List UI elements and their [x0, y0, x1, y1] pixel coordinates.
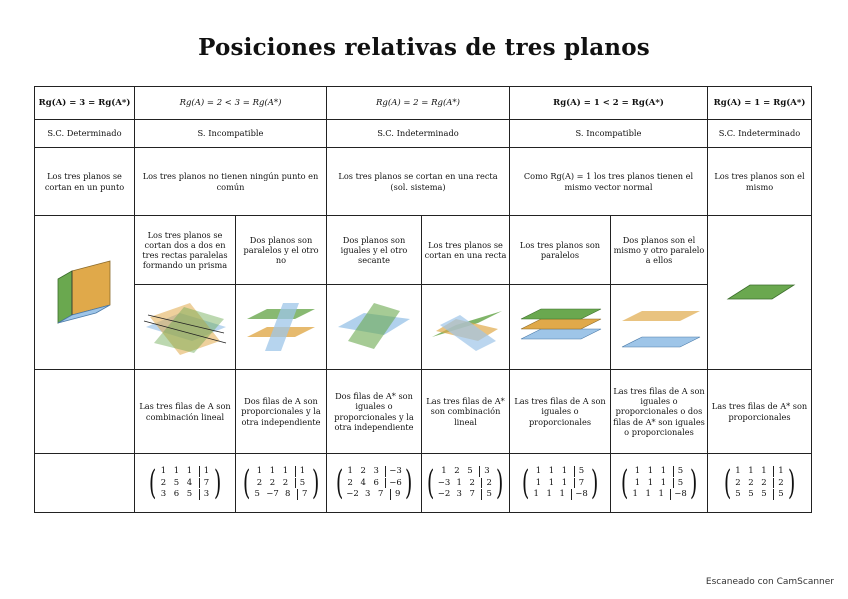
- subcase: Dos planos son el mismo y otro paralelo a ellos: [611, 216, 708, 285]
- condition: Las tres filas de A son iguales o proporcionales o dos filas de A* son iguales o proporcionales: [611, 370, 708, 454]
- matrix-entry: 1: [548, 466, 555, 477]
- matrix-entry: 8: [285, 489, 291, 500]
- rank-header: Rg(A) = 1 < 2 = Rg(A*): [510, 87, 708, 120]
- matrix-row: [532, 489, 588, 500]
- matrix-entry: 7: [469, 489, 475, 500]
- subcase: Los tres planos se cortan en una recta: [422, 216, 510, 285]
- condition: Dos filas de A* son iguales o proporcionales y la otra independiente: [327, 370, 422, 454]
- condition: Las tres filas de A son combinación lineal: [135, 370, 236, 454]
- matrix-entry: 3: [373, 466, 379, 477]
- matrix-entry: 2: [256, 477, 263, 488]
- matrix-entry: 1: [735, 466, 741, 477]
- matrix-row: [532, 478, 588, 489]
- matrix-entry: 2: [735, 477, 741, 488]
- line-intersection-illustration: [422, 285, 510, 370]
- matrix-row: [631, 489, 687, 500]
- matrix-row: [438, 466, 494, 477]
- matrix-entry: 1: [559, 489, 565, 500]
- matrix-entry: 5: [735, 489, 741, 500]
- matrix-entry: −2: [437, 489, 451, 500]
- case-description: Los tres planos no tienen ningún punto en común: [135, 148, 327, 216]
- matrix-entry: 9: [390, 489, 402, 500]
- augmented-matrix: ( 1 1 1 5 1 1 1 7 1 1 1 −8 ): [521, 463, 599, 503]
- matrix-entry: 1: [660, 477, 667, 488]
- matrix-entry: 1: [634, 466, 641, 477]
- matrix-cell: [510, 454, 611, 513]
- matrix-entry: 1: [632, 489, 638, 500]
- condition: Las tres filas de A son iguales o proporcionales: [510, 370, 611, 454]
- case-description: Como Rg(A) = 1 los tres planos tienen el mismo vector normal: [510, 148, 708, 216]
- matrix-entry: 1: [748, 466, 754, 477]
- prism-illustration: [135, 285, 236, 370]
- matrix-row: [734, 478, 785, 489]
- matrix-cell: [611, 454, 708, 513]
- matrix-entry: 1: [546, 489, 552, 500]
- matrix-entry: 1: [645, 489, 651, 500]
- matrix-entry: 1: [456, 477, 462, 488]
- matrix-entry: 1: [199, 466, 211, 477]
- matrix-entry: 1: [533, 489, 539, 500]
- case-description: Los tres planos se cortan en un punto: [35, 148, 135, 216]
- matrix-entry: −8: [670, 489, 687, 500]
- matrix-entry: 1: [761, 466, 767, 477]
- matrix-row: [253, 478, 309, 489]
- subcase: Dos planos son paralelos y el otro no: [236, 216, 327, 285]
- subcase: Los tres planos son paralelos: [510, 216, 611, 285]
- matrix-entry: 7: [297, 489, 309, 500]
- page-title: Posiciones relativas de tres planos: [198, 34, 650, 61]
- matrix-entry: 1: [535, 466, 542, 477]
- matrix-entry: 1: [160, 466, 167, 477]
- matrix-entry: 1: [173, 466, 180, 477]
- matrix-row: [438, 478, 494, 489]
- matrix-row: [160, 466, 211, 477]
- matrix-entry: 1: [548, 477, 555, 488]
- scanner-watermark: Escaneado con CamScanner: [705, 577, 834, 587]
- matrix-row: [160, 489, 211, 500]
- matrix-cell: [422, 454, 510, 513]
- subcase: Dos planos son iguales y el otro secante: [327, 216, 422, 285]
- matrix-entry: 1: [773, 466, 785, 477]
- condition: Dos filas de A son proporcionales y la otra independiente: [236, 370, 327, 454]
- matrix-entry: −7: [266, 489, 279, 500]
- matrix-entry: 7: [574, 478, 586, 489]
- matrix-entry: 6: [373, 477, 379, 488]
- augmented-matrix: ( 1 1 1 1 2 2 2 5 5 −7 8 7 ): [242, 463, 320, 503]
- matrix-row: [438, 489, 494, 500]
- condition: Las tres filas de A* son proporcionales: [708, 370, 812, 454]
- system-type: S.C. Indeterminado: [327, 120, 510, 148]
- matrix-entry: 3: [365, 489, 371, 500]
- matrix-row: [253, 466, 309, 477]
- augmented-matrix: ( 1 1 1 5 1 1 1 5 1 1 1 −8 ): [620, 463, 698, 503]
- augmented-matrix: ( 1 2 5 3 −3 1 2 2 −2 3 7 5 ): [427, 463, 504, 503]
- matrix-row: [346, 478, 402, 489]
- augmented-matrix: ( 1 1 1 1 2 2 2 2 5 5 5 5 ): [723, 463, 796, 503]
- system-type: S. Incompatible: [135, 120, 327, 148]
- same-and-parallel-figure: [614, 297, 704, 357]
- three-parallel-illustration: [510, 285, 611, 370]
- rank-header: Rg(A) = 2 = Rg(A*): [327, 87, 510, 120]
- matrix-entry: 5: [574, 466, 586, 477]
- parallel-secant-illustration: [236, 285, 327, 370]
- prism-figure: [140, 297, 230, 357]
- system-type: S.C. Indeterminado: [708, 120, 812, 148]
- matrix-cell: [135, 454, 236, 513]
- condition: Las tres filas de A* son combinación lineal: [422, 370, 510, 454]
- matrix-entry: 1: [347, 466, 353, 477]
- matrix-entry: 1: [269, 466, 276, 477]
- matrix-entry: 4: [186, 477, 193, 488]
- matrix-entry: 5: [254, 489, 260, 500]
- matrix-entry: 3: [160, 489, 167, 500]
- matrix-cell: [236, 454, 327, 513]
- matrix-entry: 1: [256, 466, 263, 477]
- equal-secant-figure: [334, 297, 414, 357]
- matrix-entry: −3: [385, 466, 402, 477]
- three-planes-point-figure: [50, 253, 120, 333]
- matrix-entry: 5: [748, 489, 754, 500]
- matrix-entry: 1: [647, 466, 654, 477]
- matrix-entry: 1: [561, 477, 568, 488]
- matrix-entry: 5: [481, 489, 493, 500]
- matrix-entry: 5: [295, 478, 307, 489]
- matrix-entry: 5: [673, 466, 685, 477]
- equal-secant-illustration: [327, 285, 422, 370]
- same-plane-illustration: [708, 216, 812, 370]
- system-type: S.C. Determinado: [35, 120, 135, 148]
- matrix-entry: 1: [295, 466, 307, 477]
- matrix-row: [734, 466, 785, 477]
- matrix-entry: 2: [282, 477, 289, 488]
- matrix-entry: 2: [748, 477, 754, 488]
- matrix-row: [346, 466, 402, 477]
- matrix-entry: 1: [535, 477, 542, 488]
- matrix-entry: 5: [761, 489, 767, 500]
- line-intersection-figure: [426, 297, 506, 357]
- matrix-entry: 5: [773, 489, 785, 500]
- matrix-entry: 2: [761, 477, 767, 488]
- matrix-entry: −8: [571, 489, 588, 500]
- matrix-entry: 7: [378, 489, 384, 500]
- same-and-parallel-illustration: [611, 285, 708, 370]
- matrix-row: [253, 489, 309, 500]
- rank-header: Rg(A) = 3 = Rg(A*): [35, 87, 135, 120]
- matrix-entry: 2: [773, 478, 785, 489]
- matrix-entry: 7: [199, 478, 211, 489]
- matrix-entry: −6: [385, 478, 402, 489]
- single-plane-figure: [720, 273, 800, 313]
- matrix-entry: 1: [441, 466, 447, 477]
- matrix-cell: [327, 454, 422, 513]
- matrix-entry: 1: [186, 466, 193, 477]
- matrix-entry: 1: [634, 477, 641, 488]
- matrix-cell: [708, 454, 812, 513]
- matrix-entry: 2: [269, 477, 276, 488]
- matrix-entry: 2: [360, 466, 366, 477]
- empty-cell: [35, 454, 135, 513]
- parallel-secant-figure: [241, 297, 321, 357]
- matrix-entry: 1: [660, 466, 667, 477]
- matrix-entry: 5: [173, 477, 180, 488]
- matrix-entry: 5: [673, 478, 685, 489]
- cube-illustration: [35, 216, 135, 370]
- matrix-entry: 2: [347, 477, 353, 488]
- rank-header: Rg(A) = 2 < 3 = Rg(A*): [135, 87, 327, 120]
- matrix-entry: 5: [186, 489, 193, 500]
- matrix-entry: 5: [467, 466, 473, 477]
- case-description: Los tres planos se cortan en una recta (sol. sistema): [327, 148, 510, 216]
- matrix-entry: 1: [658, 489, 664, 500]
- system-type: S. Incompatible: [510, 120, 708, 148]
- matrix-entry: 3: [479, 466, 491, 477]
- matrix-entry: 4: [360, 477, 366, 488]
- matrix-entry: −2: [346, 489, 359, 500]
- matrix-entry: 2: [469, 477, 475, 488]
- matrix-row: [160, 478, 211, 489]
- matrix-entry: 2: [454, 466, 460, 477]
- matrix-row: [631, 478, 687, 489]
- matrix-entry: 1: [561, 466, 568, 477]
- matrix-row: [631, 466, 687, 477]
- augmented-matrix: ( 1 1 1 1 2 5 4 7 3 6 5 3 ): [149, 463, 221, 503]
- matrix-row: [532, 466, 588, 477]
- matrix-entry: 6: [173, 489, 180, 500]
- matrix-entry: 3: [199, 489, 211, 500]
- matrix-entry: 2: [481, 478, 493, 489]
- planes-table: [34, 86, 812, 513]
- matrix-entry: −3: [437, 477, 451, 488]
- matrix-entry: 1: [282, 466, 289, 477]
- augmented-matrix: ( 1 2 3 −3 2 4 6 −6 −2 3 7 9 ): [335, 463, 413, 503]
- matrix-entry: 3: [456, 489, 462, 500]
- case-description: Los tres planos son el mismo: [708, 148, 812, 216]
- matrix-entry: 1: [647, 477, 654, 488]
- rank-header: Rg(A) = 1 = Rg(A*): [708, 87, 812, 120]
- empty-cell: [35, 370, 135, 454]
- subcase: Los tres planos se cortan dos a dos en tres rectas paralelas formando un prisma: [135, 216, 236, 285]
- matrix-entry: 2: [160, 477, 167, 488]
- three-parallel-figure: [515, 297, 605, 357]
- matrix-row: [734, 489, 785, 500]
- matrix-row: [346, 489, 402, 500]
